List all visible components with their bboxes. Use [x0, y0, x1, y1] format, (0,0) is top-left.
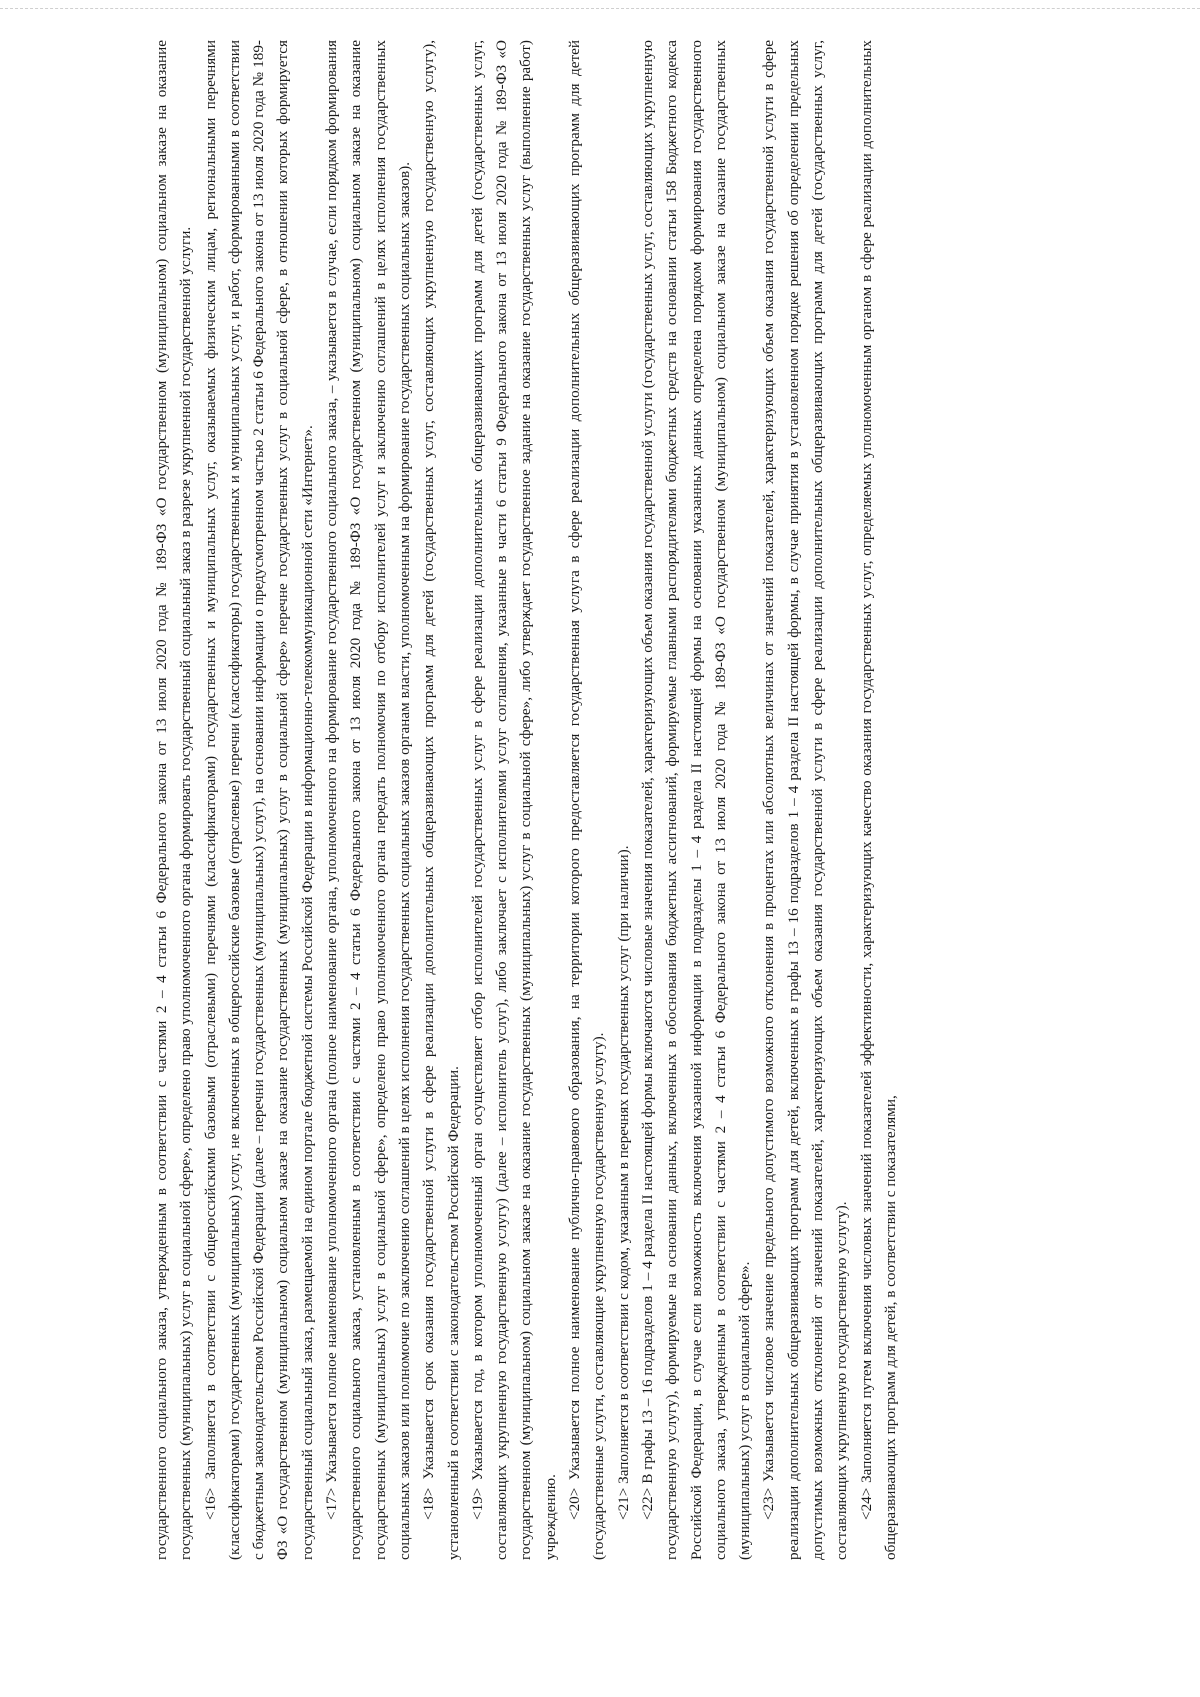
- footnote-21: <21> Заполняется в соответствии с кодом, указанным в перечнях государственных услуг (при наличии).: [614, 845, 632, 1520]
- rotated-text-block: [150, 40, 1020, 1560]
- footnote-24: <24> Заполняется путем включения числовых значений показателей эффективности, характеризующих качество оказания государственных услуг, определяемых уполномоченным органом в сфере реализации дополнительных общеразвивающих программ для детей, в соответствии с показателями,: [857, 40, 899, 1560]
- paragraph-continuation: государственного социального заказа, утвержденным в соответствии с частями 2 – 4 статьи 6 Федерального закона от 13 июля 2020 года № 189-ФЗ «О государственном (муниципальном) социальном заказе на оказание государственных (муниципальных) услуг в социальной сфере», определено право уполномоченного органа формировать государственный социальный заказ в разрезе укрупненной государственной услуги.: [153, 40, 195, 1560]
- footnote-20: <20> Указывается полное наименование публично-правового образования, на территории которого предоставляется государственная услуга в сфере реализации дополнительных общеразвивающих программ для детей (государственные услуги, составляющие укрупненную государственную услугу).: [566, 40, 608, 1560]
- footnote-17: <17> Указывается полное наименование уполномоченного органа (полное наименование органа, уполномоченного на формирование государственного социального заказа, – указывается в случае, если порядком формирования государственного социального заказа, установленным в соответствии с частями 2 – 4 статьи 6 Федерального закона от 13 июля 2020 года № 189-ФЗ «О государственном (муниципальном) социальном заказе на оказание государственных (муниципальных) услуг в социальной сфере», определено право уполномоченного органа передать полномочия по отбору исполнителей услуг и заключению соглашений в целях исполнения государственных социальных заказов или полномочие по заключению соглашений в целях исполнения государственных социальных заказов органам власти, уполномоченным на формирование государственных социальных заказов).: [323, 40, 413, 1560]
- scan-edge-line: [0, 8, 1200, 9]
- footnote-18: <18> Указывается срок оказания государственной услуги в сфере реализации дополнительных общеразвивающих программ для детей (государственных услуг, составляющих укрупненную государственную услугу), установленный в соответствии с законодательством Российской Федерации.: [420, 40, 462, 1560]
- footnote-23: <23> Указывается числовое значение предельного допустимого возможного отклонения в процентах или абсолютных величинах от значений показателей, характеризующих объем оказания государственной услуги в сфере реализации дополнительных общеразвивающих программ для детей, включенных в графы 13 – 16 подразделов 1 – 4 раздела II настоящей формы, в случае принятия в установленном порядке решения об определении предельных допустимых возможных отклонений от значений показателей, характеризующих объем оказания государственной услуги в сфере реализации дополнительных общеразвивающих программ для детей (государственных услуг, составляющих укрупненную государственную услугу).: [760, 40, 851, 1560]
- footnote-22: <22> В графы 13 – 16 подразделов 1 – 4 раздела II настоящей формы включаются числовые значения показателей, характеризующих объем оказания государственной услуги (государственных услуг, составляющих укрупненную государственную услугу), формируемые на основании данных, включенных в обоснования бюджетных ассигнований, формируемые главными распорядителями бюджетных средств на основании статьи 158 Бюджетного кодекса Российской Федерации, в случае если возможность включения указанной информации в подразделы 1 – 4 раздела II настоящей формы на основании указанных данных определена порядком формирования государственного социального заказа, утвержденным в соответствии с частями 2 – 4 статьи 6 Федерального закона от 13 июля 2020 года № 189-ФЗ «О государственном (муниципальном) социальном заказе на оказание государственных (муниципальных) услуг в социальной сфере».: [638, 40, 754, 1560]
- footnote-19: <19> Указывается год, в котором уполномоченный орган осуществляет отбор исполнителей государственных услуг в сфере реализации дополнительных общеразвивающих программ для детей (государственных услуг, составляющих укрупненную государственную услугу) (далее – исполнитель услуг), либо заключает с исполнителями услуг соглашения, указанные в части 6 статьи 9 Федерального закона от 13 июля 2020 года № 189-ФЗ «О государственном (муниципальном) социальном заказе на оказание государственных (муниципальных) услуг в социальной сфере», либо утверждает государственное задание на оказание государственных услуг (выполнение работ) учреждению.: [468, 40, 559, 1560]
- footnote-16: <16> Заполняется в соответствии с общероссийскими базовыми (отраслевыми) перечнями (классификаторами) государственных и муниципальных услуг, оказываемых физическим лицам, региональными перечнями (классификаторами) государственных (муниципальных) услуг, не включенных в общероссийские базовые (отраслевые) перечни (классификаторы) государственных и муниципальных услуг, и работ, сформированными в соответствии с бюджетным законодательством Российской Федерации (далее – перечни государственных (муниципальных) услуг), на основании информации о предусмотренном частью 2 статьи 6 Федерального закона от 13 июля 2020 года № 189-ФЗ «О государственном (муниципальном) социальном заказе на оказание государственных (муниципальных) услуг в социальной сфере» перечне государственных услуг в социальной сфере, в отношении которых формируется государственный социальный заказ, размещаемой на едином портале бюджетной системы Российской Федерации в информационно-телекоммуникационной сети «Интернет».: [201, 40, 316, 1560]
